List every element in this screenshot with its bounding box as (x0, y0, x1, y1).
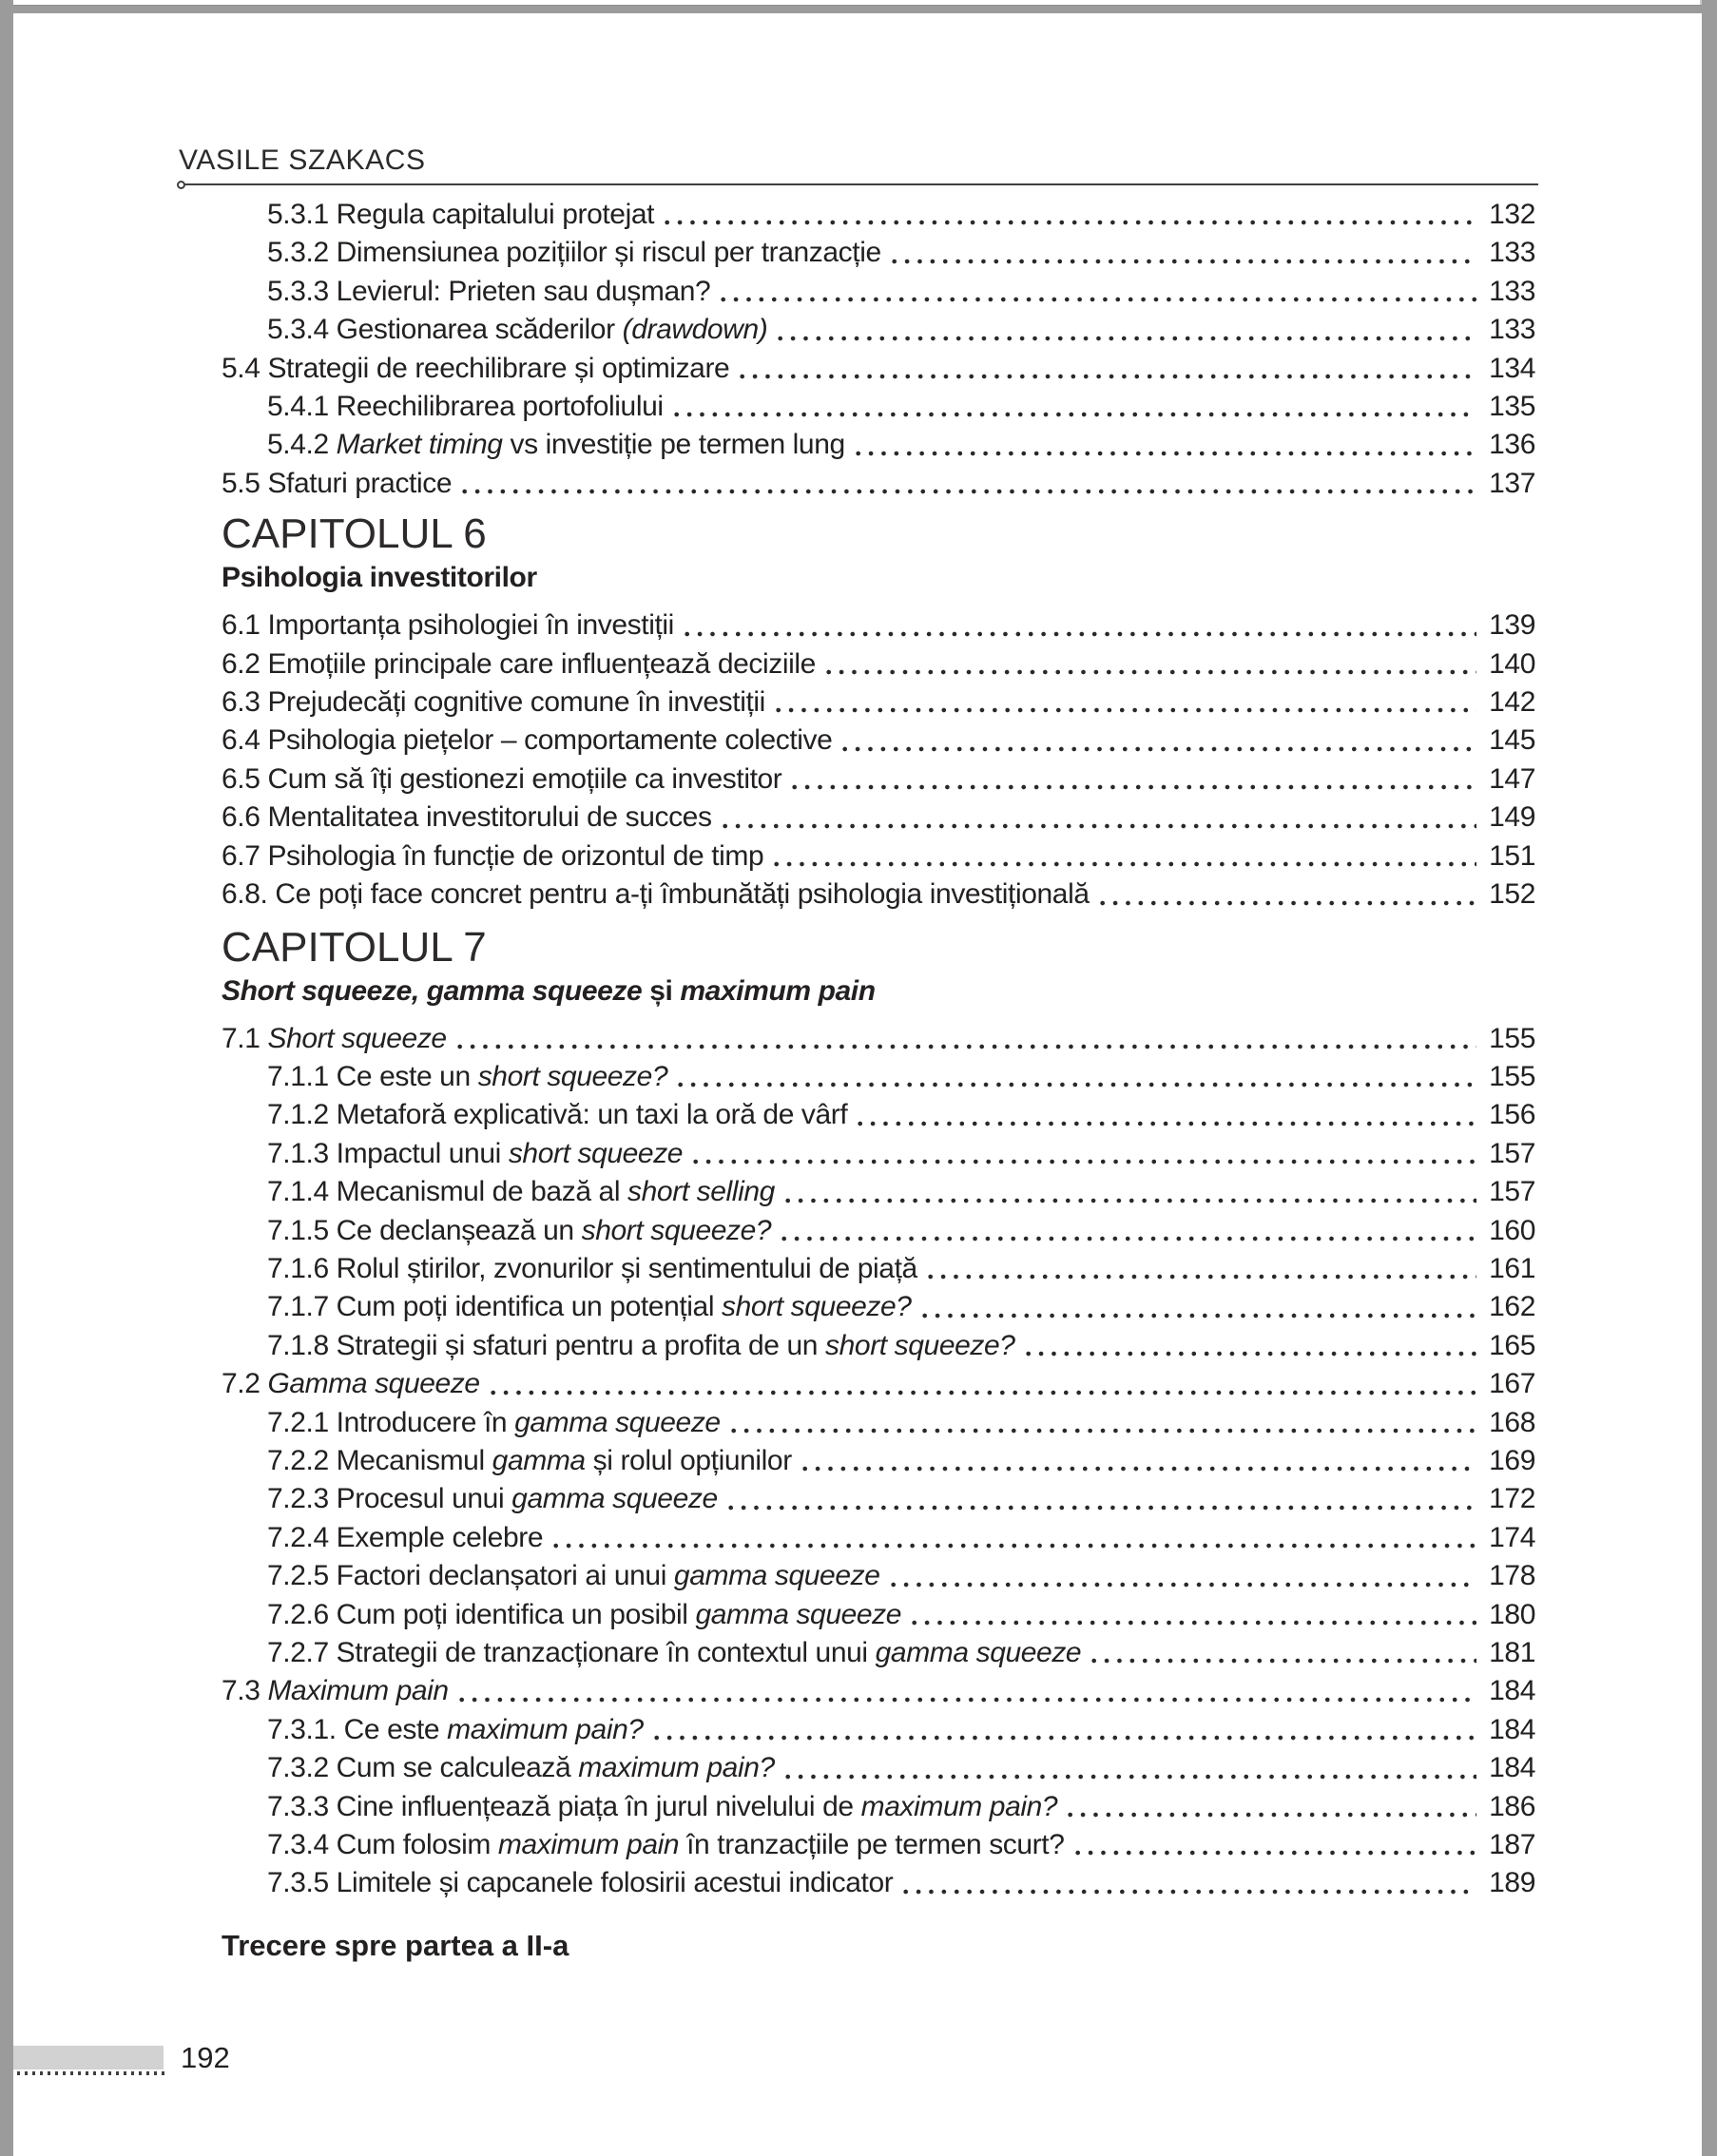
dot-leader (772, 683, 1476, 722)
toc-entry-page: 174 (1489, 1521, 1535, 1553)
toc-entry (222, 1365, 1535, 1403)
toc-entry-title (267, 1826, 1065, 1864)
toc-entry-title (267, 1327, 1015, 1365)
toc-entry-title-part: 5.4.1 Reechilibrarea portofoliului (267, 391, 664, 423)
toc-entry-title-part: 7.1 (222, 1022, 268, 1054)
toc-entry-page: 151 (1489, 839, 1535, 872)
toc-entry-title-part: 6.2 Emoțiile principale care influențează deciziile (222, 647, 816, 680)
dot-leader (1071, 1826, 1477, 1864)
toc-entry-title-part: maximum pain? (447, 1713, 644, 1745)
toc-entry-page: 136 (1489, 429, 1535, 461)
toc-entry-title-part: maximum pain (497, 1829, 680, 1861)
toc-entry-page: 149 (1489, 801, 1535, 834)
viewer-gutter-left (0, 0, 13, 2156)
toc-entry-title (267, 1404, 721, 1442)
toc-entry-title (267, 1442, 792, 1480)
dot-leader (650, 1711, 1476, 1749)
toc-entry-title (222, 606, 674, 645)
toc-entry-page: 178 (1489, 1560, 1535, 1592)
toc-entry-title-part: 5.4 Strategii de reechilibrare și optimizare (222, 352, 730, 384)
toc-entry (222, 1519, 1535, 1557)
toc-entry (222, 1672, 1535, 1710)
toc-entry-list (222, 606, 1535, 914)
toc-entry-page: 133 (1489, 314, 1535, 346)
toc-entry-title (267, 1519, 543, 1557)
toc-entry-title-part: 5.3.3 Levierul: Prieten sau dușman? (267, 275, 711, 307)
toc-entry-title-part: gamma squeeze (514, 1406, 721, 1438)
toc-entry-title-part: 7.1.7 Cum poți identifica un potențial (267, 1291, 723, 1323)
toc-entry (222, 426, 1535, 464)
toc-entry-title-part: 7.3.2 Cum se calculează (267, 1752, 579, 1784)
toc-entry (222, 465, 1535, 503)
dot-leader (453, 1020, 1476, 1058)
dot-leader (1064, 1788, 1476, 1826)
running-header: VASILE SZAKACS (179, 144, 426, 176)
toc-entry-page: 167 (1489, 1368, 1535, 1400)
toc-entry-title-part: gamma squeeze (673, 1560, 880, 1592)
dot-leader (887, 1557, 1476, 1595)
toc-entry-title-part: în tranzacțiile pe termen scurt? (679, 1829, 1065, 1861)
dot-leader (487, 1365, 1476, 1403)
toc-sections (222, 196, 1535, 1903)
toc-entry-title-part: 7.1.1 Ce este un (267, 1060, 478, 1092)
toc-entry-page: 172 (1489, 1483, 1535, 1515)
dot-leader (839, 722, 1476, 760)
toc-entry-title-part: (drawdown) (622, 314, 768, 346)
toc-entry-title-part: 5.3.4 Gestionarea scăderilor (267, 314, 623, 346)
toc-entry-page: 145 (1489, 724, 1535, 757)
toc-entry-title-part: gamma squeeze (695, 1598, 902, 1630)
toc-entry-title-part: Gamma squeeze (267, 1368, 480, 1400)
chapter-subtitle-part: Psihologia investitorilor (222, 562, 537, 594)
toc-entry-page: 181 (1489, 1637, 1535, 1668)
toc-entry-page: 186 (1489, 1790, 1535, 1822)
toc-entry-title-part: vs investiție pe termen lung (502, 429, 845, 461)
toc-entry-page: 180 (1489, 1598, 1535, 1630)
dot-leader (908, 1596, 1476, 1634)
toc-entry (222, 1442, 1535, 1480)
toc-entry-title (267, 1250, 917, 1288)
toc-section (222, 923, 1535, 1903)
toc-entry-title (267, 311, 767, 349)
toc-entry-title-part: maximum pain? (860, 1790, 1058, 1822)
toc-entry-title (267, 1480, 718, 1518)
toc-entry-title-part: 5.3.2 Dimensiunea pozițiilor și riscul per tranzacție (267, 237, 881, 269)
toc-entry-title-part: 7.2.7 Strategii de tranzacționare în contextul unui (267, 1637, 876, 1668)
toc-entry-title-part: 5.3.1 Regula capitalului protejat (267, 199, 655, 230)
toc-entry (222, 1404, 1535, 1442)
toc-entry-title-part: 7.3 (222, 1675, 268, 1707)
toc-entry-page: 155 (1489, 1022, 1535, 1054)
toc-entry-title (222, 350, 729, 388)
toc-entry-title (267, 1711, 644, 1749)
toc-entry (222, 1096, 1535, 1134)
toc-entry-page: 165 (1489, 1329, 1535, 1361)
dot-leader (458, 465, 1476, 503)
toc-entry (222, 388, 1535, 426)
toc-entry-title (267, 1596, 901, 1634)
toc-entry-title-part: 6.1 Importanța psihologiei în investiții (222, 609, 674, 642)
toc-entry (222, 1557, 1535, 1595)
toc-entry-title-part: 7.3.3 Cine influențează piața în jurul nivelului de (267, 1790, 861, 1822)
toc-entry-page: 162 (1489, 1291, 1535, 1323)
toc-entry-title-part: gamma squeeze (875, 1637, 1082, 1668)
toc-entry (222, 1864, 1535, 1902)
toc-entry-page: 157 (1489, 1176, 1535, 1208)
toc-entry-title (222, 645, 816, 683)
toc-entry-title-part: 5.5 Sfaturi practice (222, 467, 453, 499)
dot-leader (822, 645, 1476, 683)
toc-entry-title-part: 7.2.3 Procesul unui (267, 1483, 512, 1515)
toc-entry-title (267, 1212, 771, 1250)
toc-entry-title (267, 1058, 667, 1096)
dot-leader (689, 1135, 1476, 1173)
toc-entry-title-part: 7.1.5 Ce declanșează un (267, 1214, 582, 1246)
toc-entry-title-part: 7.2.1 Introducere în (267, 1406, 515, 1438)
toc-entry-title (267, 388, 664, 426)
toc-entry-page: 169 (1489, 1444, 1535, 1476)
toc-entry (222, 234, 1535, 272)
toc-entry-title-part: Market timing (336, 429, 503, 461)
closing-heading: Trecere spre partea a II-a (222, 1928, 569, 1962)
toc-entry-title-part: 6.7 Psihologia în funcție de orizontul de timp (222, 839, 764, 872)
toc-entry (222, 1634, 1535, 1672)
toc-entry-title-part: 6.3 Prejudecăți cognitive comune în investiții (222, 686, 765, 719)
dot-leader (674, 1058, 1476, 1096)
dot-leader (774, 311, 1476, 349)
toc-entry (222, 799, 1535, 837)
toc-entry (222, 645, 1535, 683)
toc-entry-title (267, 1173, 775, 1211)
toc-entry-title (267, 1864, 893, 1902)
toc-entry-title (222, 722, 832, 760)
toc-entry-title-part: maximum pain? (578, 1752, 775, 1784)
toc-section (222, 196, 1535, 503)
toc-entry-title-part: short squeeze? (825, 1329, 1015, 1361)
toc-entry-title-part: short squeeze? (581, 1214, 772, 1246)
toc-entry (222, 350, 1535, 388)
toc-entry (222, 1788, 1535, 1826)
toc-entry (222, 1826, 1535, 1864)
toc-entry-title-part: 7.2.5 Factori declanșatori ai unui (267, 1560, 674, 1592)
toc-entry-title (267, 1749, 775, 1787)
toc-entry-title (267, 426, 845, 464)
dot-leader (670, 388, 1476, 426)
footer-page-number: 192 (181, 2041, 230, 2074)
toc-entry-title-part: 7.2 (222, 1368, 268, 1400)
toc-entry-page: 134 (1489, 352, 1535, 384)
toc-entry-title (222, 1672, 449, 1710)
toc-entry-page: 184 (1489, 1752, 1535, 1784)
toc-entry-title-part: 7.1.8 Strategii și sfaturi pentru a profita de un (267, 1329, 826, 1361)
toc-entry (222, 722, 1535, 760)
dot-leader (781, 1173, 1476, 1211)
toc-entry-title-part: 7.1.2 Metaforă explicativă: un taxi la oră de vârf (267, 1099, 848, 1131)
viewer-scrollbar-track (1700, 0, 1717, 2156)
dot-leader (455, 1672, 1476, 1710)
toc-entry-page: 189 (1489, 1867, 1535, 1899)
toc-entry-title (222, 876, 1090, 914)
toc-entry (222, 1058, 1535, 1096)
toc-entry-page: 132 (1489, 199, 1535, 230)
toc-entry-page: 152 (1489, 878, 1535, 911)
toc-entry-list (222, 196, 1535, 503)
toc-entry-title (222, 683, 765, 722)
toc-entry-title-part: 6.8. Ce poți face concret pentru a-ți îmbunătăți psihologia investițională (222, 878, 1090, 911)
dot-leader (550, 1519, 1476, 1557)
toc-entry-title (267, 1288, 912, 1326)
toc-entry-title (222, 1365, 480, 1403)
toc-entry-title-part: 6.5 Cum să îți gestionezi emoțiile ca investitor (222, 762, 782, 795)
toc-entry-page: 137 (1489, 467, 1535, 499)
toc-entry (222, 1480, 1535, 1518)
toc-entry-title (267, 234, 881, 272)
toc-entry (222, 1173, 1535, 1211)
dot-leader (888, 234, 1476, 272)
toc-entry-title (222, 799, 712, 837)
toc-entry-title-part: gamma squeeze (511, 1483, 718, 1515)
chapter-subtitle-part: maximum pain (680, 974, 876, 1007)
toc-entry-page: 160 (1489, 1214, 1535, 1246)
toc-entry-page: 184 (1489, 1675, 1535, 1707)
toc-entry (222, 760, 1535, 799)
toc-entry-title (267, 1557, 880, 1595)
toc-entry-title (222, 760, 781, 799)
toc-entry-title-part: short squeeze (508, 1137, 684, 1169)
toc-entry-title (267, 1788, 1057, 1826)
toc-entry-title (222, 1020, 447, 1058)
dot-leader (681, 606, 1476, 645)
toc-entry (222, 1749, 1535, 1787)
chapter-subtitle-part: și (649, 974, 681, 1007)
toc-entry-title-part: gamma (492, 1444, 586, 1476)
toc-entry (222, 1135, 1535, 1173)
page-footer (13, 2041, 1702, 2084)
dot-leader (799, 1442, 1476, 1480)
chapter-subtitle-part: Short squeeze, gamma squeeze (222, 974, 650, 1007)
toc-entry-title-part: Short squeeze (267, 1022, 447, 1054)
toc-entry (222, 1288, 1535, 1326)
dot-leader (781, 1749, 1476, 1787)
toc-entry-page: 155 (1489, 1060, 1535, 1092)
toc-entry-title (267, 196, 654, 234)
toc-entry (222, 606, 1535, 645)
toc-entry (222, 196, 1535, 234)
dot-leader (736, 350, 1476, 388)
toc-entry-title-part: short squeeze? (477, 1060, 668, 1092)
toc-entry (222, 1327, 1535, 1365)
toc-entry-title-part: 7.2.6 Cum poți identifica un posibil (267, 1598, 696, 1630)
footer-decoration-bar (13, 2046, 164, 2069)
toc-entry-title-part: 7.3.5 Limitele și capcanele folosirii acestui indicator (267, 1867, 894, 1899)
header-rule-circle-icon (177, 181, 185, 189)
document-page (13, 13, 1702, 2156)
dot-leader (924, 1250, 1476, 1288)
header-rule (179, 183, 1538, 185)
toc-entry-title-part: și rolul opțiunilor (585, 1444, 792, 1476)
toc-entry (222, 273, 1535, 311)
dot-leader (727, 1404, 1476, 1442)
toc-entry-page: 140 (1489, 647, 1535, 680)
toc-entry-title-part: Maximum pain (267, 1675, 449, 1707)
toc-entry (222, 311, 1535, 349)
toc-entry-title-part: 6.4 Psihologia piețelor – comportamente colective (222, 724, 833, 757)
dot-leader (719, 799, 1476, 837)
chapter-heading: CAPITOLUL 7 (222, 923, 487, 971)
dot-leader (1022, 1327, 1476, 1365)
toc-entry-title (267, 273, 710, 311)
toc-entry-title (267, 1096, 847, 1134)
dot-leader (770, 837, 1476, 876)
toc-entry-title-part: 7.1.4 Mecanismul de bază al (267, 1176, 628, 1208)
toc-entry-title (222, 465, 452, 503)
dot-leader (788, 760, 1476, 799)
chapter-subtitle (222, 973, 1535, 1010)
toc-entry (222, 1596, 1535, 1634)
toc-entry-page: 156 (1489, 1099, 1535, 1131)
toc-entry-page: 142 (1489, 686, 1535, 719)
toc-entry (222, 1020, 1535, 1058)
dot-leader (899, 1864, 1476, 1902)
dot-leader (1088, 1634, 1476, 1672)
toc-entry (222, 1711, 1535, 1749)
toc-entry-page: 184 (1489, 1713, 1535, 1745)
chapter-subtitle (222, 560, 1535, 596)
toc-entry-title-part: 7.2.2 Mecanismul (267, 1444, 492, 1476)
toc-section (222, 512, 1535, 914)
toc-entry-title-part: short selling (627, 1176, 775, 1208)
toc-entry-page: 139 (1489, 609, 1535, 642)
toc-entry-page: 168 (1489, 1406, 1535, 1438)
toc-entry-title-part: 7.3.1. Ce este (267, 1713, 448, 1745)
toc-entry-list (222, 1020, 1535, 1903)
toc-entry-page: 133 (1489, 275, 1535, 307)
toc-entry-page: 135 (1489, 391, 1535, 423)
dot-leader (717, 273, 1476, 311)
toc-entry (222, 837, 1535, 876)
toc-entry-title (222, 837, 763, 876)
toc-entry-title-part: 7.2.4 Exemple celebre (267, 1521, 544, 1553)
dot-leader (852, 426, 1476, 464)
toc-entry-page: 157 (1489, 1137, 1535, 1169)
dot-leader (918, 1288, 1476, 1326)
toc-entry-title-part: 6.6 Mentalitatea investitorului de succes (222, 801, 712, 834)
toc-entry-page: 133 (1489, 237, 1535, 269)
toc-entry (222, 1250, 1535, 1288)
toc-entry (222, 876, 1535, 914)
toc-entry-title (267, 1135, 683, 1173)
toc-entry-title-part: 7.3.4 Cum folosim (267, 1829, 498, 1861)
toc-entry-title-part: 5.4.2 (267, 429, 337, 461)
toc-entry-page: 147 (1489, 762, 1535, 795)
chapter-heading: CAPITOLUL 6 (222, 510, 487, 558)
dot-leader (778, 1212, 1476, 1250)
dot-leader (661, 196, 1476, 234)
toc-entry (222, 1212, 1535, 1250)
toc-entry-title-part: 7.1.3 Impactul unui (267, 1137, 509, 1169)
dot-leader (1096, 876, 1476, 914)
dot-leader (724, 1480, 1476, 1518)
toc-entry-title-part: 7.1.6 Rolul știrilor, zvonurilor și sentimentului de piață (267, 1252, 917, 1284)
toc-entry (222, 683, 1535, 722)
toc-entry-title (267, 1634, 1081, 1672)
toc-entry-page: 161 (1489, 1252, 1535, 1284)
toc-entry-page: 187 (1489, 1829, 1535, 1861)
dot-leader (854, 1096, 1476, 1134)
toc-entry-title-part: short squeeze? (722, 1291, 912, 1323)
